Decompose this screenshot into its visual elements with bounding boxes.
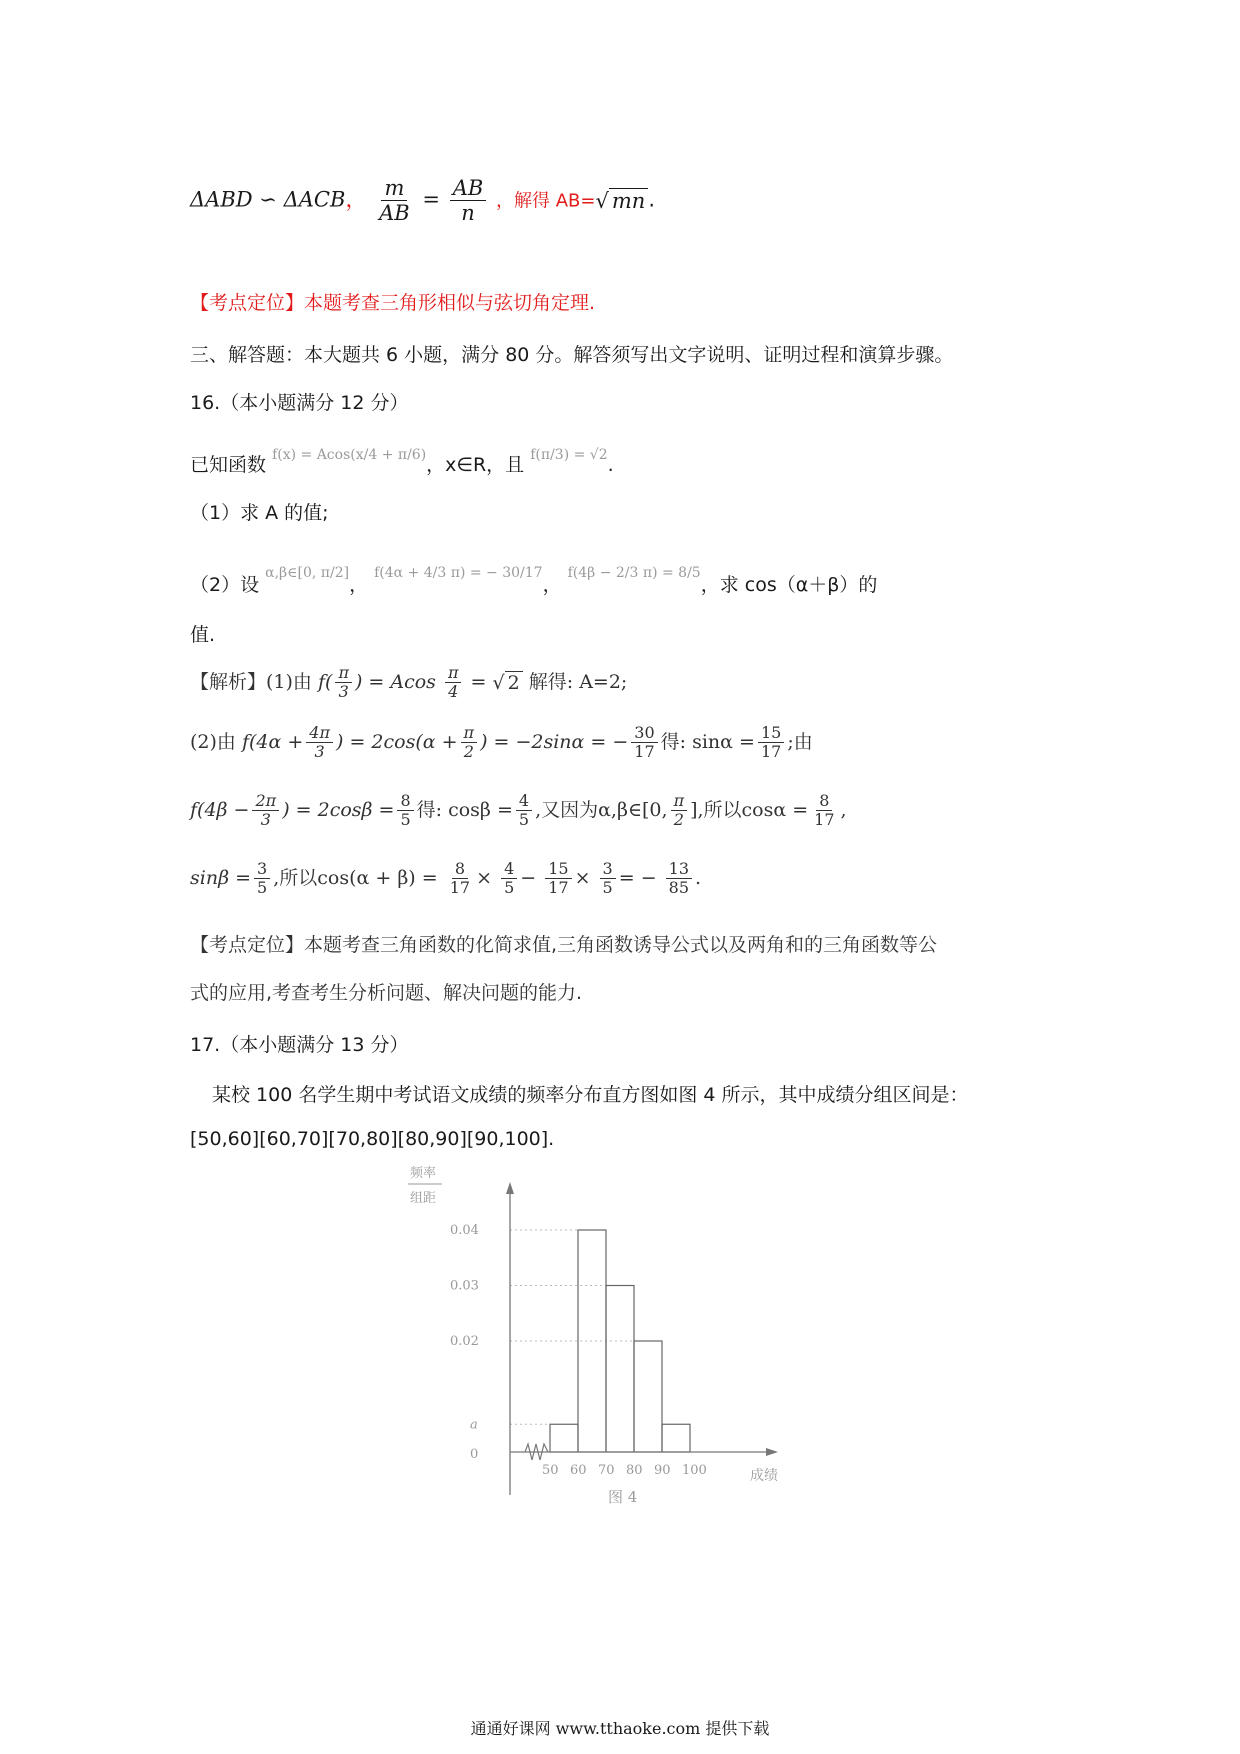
known-label: 已知函数 xyxy=(190,454,267,476)
solution-line-4: sinβ = $\frac{3}{5}$ ,所以cos(α + β) = $\frac{8}{17}$ × $\frac{4}{5}$ − $\frac{15}{17}$ × $\frac{3}{5}$ = − $\frac{13}{85}$ . xyxy=(190,859,702,898)
triangle-acb: ΔACB xyxy=(283,187,346,212)
frequency-histogram xyxy=(410,1166,820,1510)
x-tick-label: 70 xyxy=(598,1463,615,1478)
part2-label: （2）设 xyxy=(190,574,260,596)
x-axis-label: 成绩 xyxy=(750,1468,778,1484)
histogram-bar xyxy=(634,1341,662,1452)
part2-cond2: f(4β − 2/3 π) = 8/5 xyxy=(567,565,701,581)
y-label-bottom: 组距 xyxy=(410,1191,437,1206)
q16-part2: （2）设 $^{\alpha,\beta\in[0, \pi/2]}$， $^{f(4\alpha + 4/3 \pi) = - 30/17}$， $^{f(4\beta - 2/3 \pi) = 8/5}$，求 cos（α＋β）的 xyxy=(190,565,878,596)
x-tick-label: 50 xyxy=(542,1463,559,1478)
part2-set: α,β∈[0, π/2] xyxy=(265,565,350,581)
q16-known xyxy=(190,447,614,477)
cond-expr: f(π/3) = √2 xyxy=(530,447,608,463)
histogram-bar xyxy=(606,1286,634,1453)
q16-title: 16.（本小题满分 12 分） xyxy=(190,392,409,414)
equals-sign: = xyxy=(422,187,441,212)
similar-symbol: ∽ xyxy=(259,187,277,212)
page-footer: 通通好课网 www.tthaoke.com 提供下载 xyxy=(470,1719,770,1738)
solution-line-3: f(4β − $\frac{2\pi}{3}$ ) = 2cosβ = $\frac{8}{5}$ 得: cosβ = $\frac{4}{5}$ ,又因为α,β∈[0, $\frac{\pi}{2}$ ],所以cosα = $\frac{8}{17}$ , xyxy=(190,791,847,830)
triangle-abd: ΔABD xyxy=(190,187,253,212)
y-tick-labels xyxy=(450,1223,479,1462)
section-3-heading: 三、解答题：本大题共 6 小题，满分 80 分。解答须写出文字说明、证明过程和演算步骤。 xyxy=(190,344,954,366)
y-tick-label: 0 xyxy=(470,1447,479,1462)
cond-end: . xyxy=(607,454,614,476)
x-tick-label: 80 xyxy=(626,1463,643,1478)
q16-part1: （1）求 A 的值; xyxy=(190,502,329,524)
y-axis-arrow-icon xyxy=(506,1182,514,1194)
period: . xyxy=(648,187,656,212)
solution-line-1: 【解析】(1)由 f( $\frac{\pi}{3}$ ) = Acos $\frac{\pi}{4}$ = √ 2 解得: A=2; xyxy=(190,663,628,702)
y-tick-label: 0.04 xyxy=(450,1223,479,1238)
y-label-top: 频率 xyxy=(410,1166,437,1181)
similarity-line xyxy=(190,176,655,225)
solve-text: ，解得 AB= xyxy=(496,190,596,212)
domain-text: ，x∈R，且 xyxy=(426,454,525,476)
y-tick-label: a xyxy=(470,1417,478,1433)
fraction-m-ab: $\frac{m}{AB}$ xyxy=(379,176,410,226)
fraction-ab-n: $\frac{AB}{n}$ xyxy=(450,176,487,225)
x-tick-label: 100 xyxy=(682,1463,707,1478)
x-axis-arrow-icon xyxy=(766,1448,778,1456)
histogram-bar xyxy=(550,1424,578,1452)
q17-text-1: 某校 100 名学生期中考试语文成绩的频率分布直方图如图 4 所示，其中成绩分组区间是： xyxy=(212,1084,969,1106)
sqrt-mn: √ mn xyxy=(595,189,648,213)
x-tick-label: 60 xyxy=(570,1463,587,1478)
x-tick-label: 90 xyxy=(654,1463,671,1478)
part2-cond1: f(4α + 4/3 π) = − 30/17 xyxy=(374,565,543,581)
kaodian-1: 【考点定位】本题考查三角形相似与弦切角定理. xyxy=(190,292,596,314)
solution-label: 【解析】 xyxy=(190,670,267,693)
q17-text-2: [50,60][60,70][70,80][80,90][90,100]. xyxy=(190,1128,555,1150)
part2-ask: ，求 cos（α＋β）的 xyxy=(700,574,878,596)
y-tick-label: 0.02 xyxy=(450,1334,479,1349)
kaodian-2-line-2: 式的应用,考查考生分析问题、解决问题的能力. xyxy=(190,982,583,1004)
histogram-bar xyxy=(662,1424,690,1452)
sqrt-2: √ 2 xyxy=(493,672,523,694)
solution-line-2: (2)由 f(4α + $\frac{4\pi}{3}$ ) = 2cos(α + $\frac{\pi}{2}$ ) = −2sinα = − $\frac{30}{17}$ 得: sinα = $\frac{15}{17}$ ;由 xyxy=(190,723,813,762)
kaodian-2-line-1: 【考点定位】本题考查三角函数的化简求值,三角函数诱导公式以及两角和的三角函数等公 xyxy=(190,934,938,956)
chart-grid-lines xyxy=(510,1230,634,1424)
comma: ， xyxy=(345,187,367,212)
x-tick-labels xyxy=(542,1463,707,1478)
y-tick-label: 0.03 xyxy=(450,1278,479,1294)
func-expr: f(x) = Acos(x/4 + π/6) xyxy=(272,447,427,463)
q17-title: 17.（本小题满分 13 分） xyxy=(190,1034,409,1056)
part2-ask-end: 值. xyxy=(190,624,216,646)
figure-caption: 图 4 xyxy=(608,1488,638,1506)
